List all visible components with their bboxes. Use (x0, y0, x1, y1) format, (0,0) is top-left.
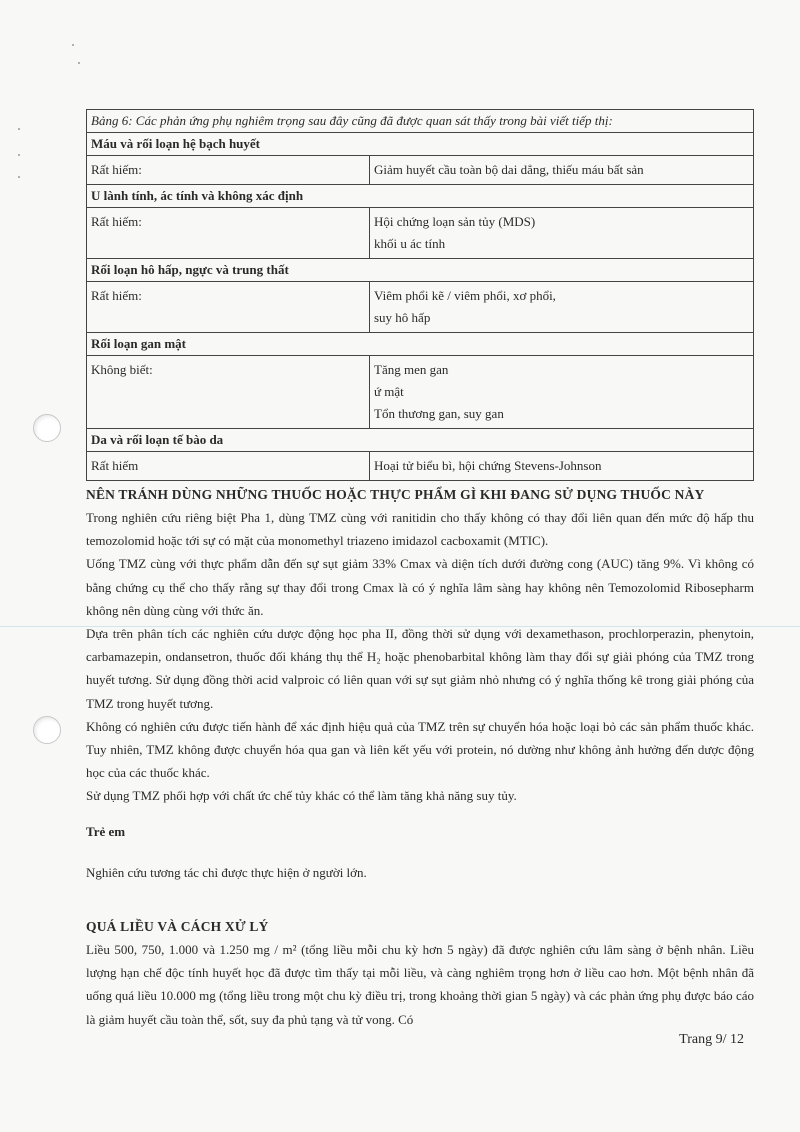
scan-speck (18, 128, 20, 130)
table-row (87, 282, 754, 333)
paragraph: Dựa trên phân tích các nghiên cứu dược động học pha II, đồng thời sử dụng với dexamethason, prochlorperazin, phenytoin, carbamazepin, ondansetron, thuốc đối kháng thụ thể H₂ hoặc phenobarbital không làm thay đổi sự giải phóng của TMZ trong huyết tương. Sử dụng đồng thời acid valproic có liên quan với sự sụt giảm nhỏ nhưng có ý nghĩa thống kê trong giải phóng của TMZ trong huyết tương. (86, 626, 754, 711)
scan-speck (78, 62, 80, 64)
effect-line: Tổn thương gan, suy gan (374, 406, 504, 421)
overdose-text: Liều 500, 750, 1.000 và 1.250 mg / m² (tổng liều mỗi chu kỳ hơn 5 ngày) đã được nghiên cứu lâm sàng ở bệnh nhân. Liều lượng hạn chế độc tính huyết học đã được tìm thấy tại mỗi liều, và càng nghiêm trọng hơn ở liều cao hơn. Một bệnh nhân đã uống quá liều 10.000 mg (tổng liều trong một chu kỳ điều trị, trong khoảng thời gian 5 ngày) và các phản ứng phụ được báo cáo là giảm huyết cầu toàn thể, sốt, suy đa phủ tạng và tử vong. Có (86, 942, 754, 1027)
punch-hole (33, 716, 61, 744)
effect-cell (370, 208, 754, 259)
children-heading: Trẻ em (86, 823, 126, 839)
effect-cell (370, 282, 754, 333)
section-title: U lành tính, ác tính và không xác định (87, 185, 754, 208)
scan-speck (18, 176, 20, 178)
frequency-cell: Rất hiếm (87, 452, 370, 481)
effect-line: suy hô hấp (374, 310, 431, 325)
children-text: Nghiên cứu tương tác chỉ được thực hiện ở người lớn. (86, 864, 367, 880)
punch-hole (33, 414, 61, 442)
effect-line: Viêm phổi kẽ / viêm phổi, xơ phổi, (374, 288, 556, 303)
page-number: Trang 9/ 12 (679, 1032, 744, 1047)
paragraph: Uống TMZ cùng với thực phẩm dẫn đến sự sụt giảm 33% Cmax và diện tích dưới đường cong (AUC) tăng 9%. Vì không có bằng chứng cụ thể cho thấy rằng sự thay đổi trong Cmax là có ý nghĩa lâm sàng hay không nên Temozolomid Ribosepharm không nên dùng cùng với thức ăn. (86, 556, 754, 618)
scan-speck (18, 154, 20, 156)
section-title: Rối loạn hô hấp, ngực và trung thất (87, 259, 754, 282)
overdose-section (86, 916, 754, 1031)
interactions-heading: NÊN TRÁNH DÙNG NHỮNG THUỐC HOẶC THỰC PHẨM GÌ KHI ĐANG SỬ DỤNG THUỐC NÀY (86, 487, 705, 502)
effect-cell (370, 452, 754, 481)
paragraph: Không có nghiên cứu được tiến hành để xác định hiệu quả của TMZ trên sự chuyển hóa hoặc loại bỏ các sản phẩm thuốc khác. Tuy nhiên, TMZ không được chuyển hóa qua gan và liên kết yếu với protein, nó dường như không ảnh hưởng đến dược động học của các thuốc khác. (86, 718, 754, 781)
effect-line: khối u ác tính (374, 236, 446, 251)
section-row (87, 133, 754, 156)
effect-line: ứ mật (374, 384, 404, 399)
adverse-reactions-table (86, 109, 754, 481)
section-title: Máu và rối loạn hệ bạch huyết (87, 133, 754, 156)
section-title: Rối loạn gan mật (87, 333, 754, 356)
paragraph: Trong nghiên cứu riêng biệt Pha 1, dùng TMZ cùng với ranitidin cho thấy không có thay đổi liên quan đến mức độ hấp thu temozolomid hoặc tới sự có mặt của monomethyl triazeno imidazol cacboxamit (MTIC). (86, 510, 754, 549)
effect-line: Giảm huyết cầu toàn bộ dai dẳng, thiếu máu bất sản (374, 162, 644, 177)
scan-speck (72, 44, 74, 46)
section-row (87, 185, 754, 208)
effect-cell (370, 356, 754, 429)
table-row (87, 208, 754, 259)
table-row (87, 356, 754, 429)
frequency-cell: Không biết: (87, 356, 370, 429)
table-row (87, 156, 754, 185)
effect-line: Hội chứng loạn sản tủy (MDS) (374, 214, 536, 229)
frequency-cell: Rất hiếm: (87, 208, 370, 259)
frequency-cell: Rất hiếm: (87, 156, 370, 185)
table-caption-row (87, 110, 754, 133)
frequency-cell: Rất hiếm: (87, 282, 370, 333)
overdose-heading: QUÁ LIỀU VÀ CÁCH XỬ LÝ (86, 919, 269, 934)
section-row (87, 333, 754, 356)
paragraph: Sử dụng TMZ phối hợp với chất ức chế tủy khác có thể làm tăng khả năng suy tủy. (86, 788, 517, 804)
effect-cell (370, 156, 754, 185)
section-title: Da và rối loạn tế bào da (87, 429, 754, 452)
effect-line: Hoại tử biểu bì, hội chứng Stevens-Johnson (374, 458, 602, 473)
section-row (87, 429, 754, 452)
effect-line: Tăng men gan (374, 362, 449, 377)
section-row (87, 259, 754, 282)
table-row (87, 452, 754, 481)
interactions-section (86, 484, 754, 884)
table-caption: Bảng 6: Các phản ứng phụ nghiêm trọng sau đây cũng đã được quan sát thấy trong bài viết tiếp thị: (87, 110, 754, 133)
